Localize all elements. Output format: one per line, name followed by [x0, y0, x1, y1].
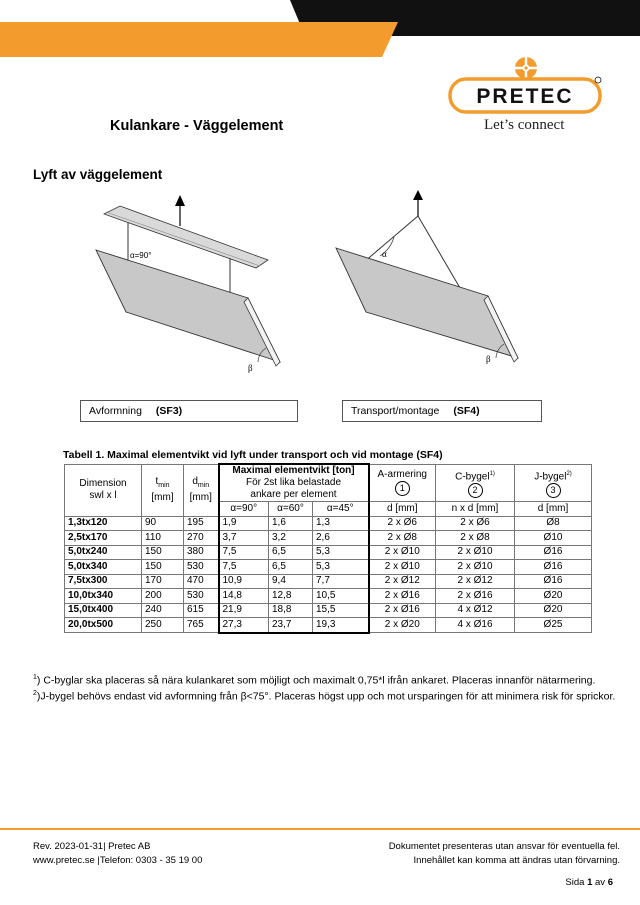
footer-left — [33, 840, 202, 868]
table-cell: 6,5 — [269, 545, 313, 560]
table-cell: 15,0tx400 — [65, 603, 142, 618]
table-cell: 1,3tx120 — [65, 516, 142, 531]
table-cell: 19,3 — [313, 618, 369, 633]
table-cell: 1,3 — [313, 516, 369, 531]
table-cell: 12,8 — [269, 589, 313, 604]
table-row — [65, 603, 592, 618]
sling-left — [364, 216, 418, 262]
table-cell: 200 — [142, 589, 184, 604]
tagline: Let’s connect — [484, 117, 565, 133]
logo-emblem-icon — [515, 57, 537, 79]
header-c-bygel: C-bygel$^{1)}$ 2 — [436, 464, 515, 502]
table-cell: 2 x Ø12 — [369, 574, 436, 589]
table-cell: 4 x Ø12 — [436, 603, 515, 618]
figure-transport — [330, 190, 530, 390]
table-cell: 7,5 — [219, 545, 269, 560]
table-row — [65, 560, 592, 575]
angle-label: α — [382, 249, 387, 259]
header-alpha-60: α=60° — [269, 502, 313, 517]
section-heading: Lyft av väggelement — [33, 167, 163, 182]
figure-avformning — [90, 190, 290, 390]
table-cell: Ø20 — [515, 589, 592, 604]
footnote-1: $^1$) C-byglar ska placeras så nära kulankaret som möjligt och maximalt 0,75*l ifrån ankaret. Placeras innanför nätarmering. — [33, 674, 596, 687]
header-j-bygel: J-bygel$^{2)}$ 3 — [515, 464, 592, 502]
number-3-icon: 3 — [546, 483, 561, 498]
table-cell: 240 — [142, 603, 184, 618]
table-cell: Ø8 — [515, 516, 592, 531]
table-cell: 1,6 — [269, 516, 313, 531]
footer-rev: Rev. 2023-01-31| Pretec AB — [33, 841, 151, 852]
footer-contact: www.pretec.se |Telefon: 0303 - 35 19 00 — [33, 855, 203, 866]
table-cell: 10,0tx340 — [65, 589, 142, 604]
header-dmin: $d_{min}$ [mm] — [184, 464, 219, 516]
table-cell: 150 — [142, 560, 184, 575]
header-tmin: $t_{min}$ [mm] — [142, 464, 184, 516]
table-cell: 18,8 — [269, 603, 313, 618]
table-cell: 615 — [184, 603, 219, 618]
lift-arrow-icon — [175, 195, 185, 206]
table-cell: 2 x Ø10 — [436, 545, 515, 560]
table-cell: 5,3 — [313, 560, 369, 575]
angle-label: α=90° — [130, 251, 152, 260]
table-cell: Ø16 — [515, 560, 592, 575]
table-cell: 7,5 — [219, 560, 269, 575]
table-cell: 2 x Ø16 — [436, 589, 515, 604]
table-cell: 530 — [184, 589, 219, 604]
table-cell: 2 x Ø16 — [369, 603, 436, 618]
footer-disclaimer-2: Innehållet kan komma att ändras utan förvarning. — [413, 855, 620, 866]
caption-code: (SF4) — [453, 405, 480, 417]
table-row — [65, 516, 592, 531]
table-row — [65, 574, 592, 589]
table-cell: 2 x Ø10 — [369, 545, 436, 560]
table-cell: 10,9 — [219, 574, 269, 589]
footer-right — [389, 840, 620, 868]
pretec-logo — [447, 56, 605, 114]
table-cell: 2 x Ø6 — [436, 516, 515, 531]
lifting-beam — [104, 206, 268, 268]
table-cell: 765 — [184, 618, 219, 633]
table-cell: 1,9 — [219, 516, 269, 531]
header-a-arm-unit: d [mm] — [369, 502, 436, 517]
table-cell: 380 — [184, 545, 219, 560]
table-cell: 5,0tx340 — [65, 560, 142, 575]
table-cell: 2 x Ø8 — [436, 531, 515, 546]
table-cell: 20,0tx500 — [65, 618, 142, 633]
table-cell: 5,3 — [313, 545, 369, 560]
table-title: Tabell 1. Maximal elementvikt vid lyft under transport och vid montage (SF4) — [63, 449, 443, 461]
table-cell: 2,5tx170 — [65, 531, 142, 546]
caption-code: (SF3) — [155, 405, 183, 417]
spec-table — [64, 463, 592, 634]
table-cell: 6,5 — [269, 560, 313, 575]
table-cell: 2 x Ø10 — [369, 560, 436, 575]
table-cell: 7,7 — [313, 574, 369, 589]
table-cell: 3,7 — [219, 531, 269, 546]
caption-avformning — [80, 400, 298, 422]
table-cell: 2,6 — [313, 531, 369, 546]
header-alpha-90: α=90° — [219, 502, 269, 517]
table-cell: 250 — [142, 618, 184, 633]
table-cell: 110 — [142, 531, 184, 546]
table-cell: 90 — [142, 516, 184, 531]
header-a-armering: A-armering 1 — [369, 464, 436, 502]
header-max-weight: Maximal elementvikt [ton] För 2st lika belastade ankare per element — [219, 464, 369, 502]
beta-label: β — [486, 354, 491, 364]
table-cell: 5,0tx240 — [65, 545, 142, 560]
table-cell: 2 x Ø12 — [436, 574, 515, 589]
table-cell: Ø16 — [515, 574, 592, 589]
caption-text: Avformning — [89, 405, 142, 417]
beta-label: β — [248, 363, 253, 373]
header-orange-band — [0, 22, 398, 57]
table-cell: Ø20 — [515, 603, 592, 618]
table-cell: 9,4 — [269, 574, 313, 589]
footer-divider — [0, 828, 640, 830]
lift-arrow-icon — [413, 190, 423, 200]
table-cell: 170 — [142, 574, 184, 589]
table-cell: 2 x Ø20 — [369, 618, 436, 633]
table-row — [65, 589, 592, 604]
document-title: Kulankare - Väggelement — [110, 118, 284, 134]
header-c-bygel-unit: n x d [mm] — [436, 502, 515, 517]
table-cell: 23,7 — [269, 618, 313, 633]
table-cell: 2 x Ø6 — [369, 516, 436, 531]
table-row — [65, 531, 592, 546]
table-cell: 14,8 — [219, 589, 269, 604]
table-row — [65, 545, 592, 560]
table-cell: 2 x Ø8 — [369, 531, 436, 546]
footer-disclaimer-1: Dokumentet presenteras utan ansvar för eventuella fel. — [388, 841, 620, 852]
table-cell: 3,2 — [269, 531, 313, 546]
number-2-icon: 2 — [468, 483, 483, 498]
table-cell: 2 x Ø16 — [369, 589, 436, 604]
caption-text: Transport/montage — [351, 405, 440, 417]
logo-text: PRETEC — [476, 85, 574, 108]
header-alpha-45: α=45° — [313, 502, 369, 517]
footnote-2: $^2$)J-bygel behövs endast vid avformning från β<75°. Placeras högst upp och mot ursparingen för att minimera risk för sprickor. — [33, 690, 616, 703]
table-cell: 4 x Ø16 — [436, 618, 515, 633]
table-cell: 7,5tx300 — [65, 574, 142, 589]
table-cell: 270 — [184, 531, 219, 546]
table-cell: 530 — [184, 560, 219, 575]
table-cell: Ø16 — [515, 545, 592, 560]
page-number: Sida 1 av 6 — [565, 877, 613, 888]
number-1-icon: 1 — [395, 481, 410, 496]
caption-transport — [342, 400, 542, 422]
table-cell: 27,3 — [219, 618, 269, 633]
table-cell: 2 x Ø10 — [436, 560, 515, 575]
table-cell: 15,5 — [313, 603, 369, 618]
table-cell: 10,5 — [313, 589, 369, 604]
table-cell: 21,9 — [219, 603, 269, 618]
table-cell: 470 — [184, 574, 219, 589]
header-j-bygel-unit: d [mm] — [515, 502, 592, 517]
table-cell: Ø10 — [515, 531, 592, 546]
table-row — [65, 618, 592, 633]
table-cell: 195 — [184, 516, 219, 531]
header-dimension: Dimension swl x l — [65, 464, 142, 516]
table-cell: Ø25 — [515, 618, 592, 633]
table-cell: 150 — [142, 545, 184, 560]
